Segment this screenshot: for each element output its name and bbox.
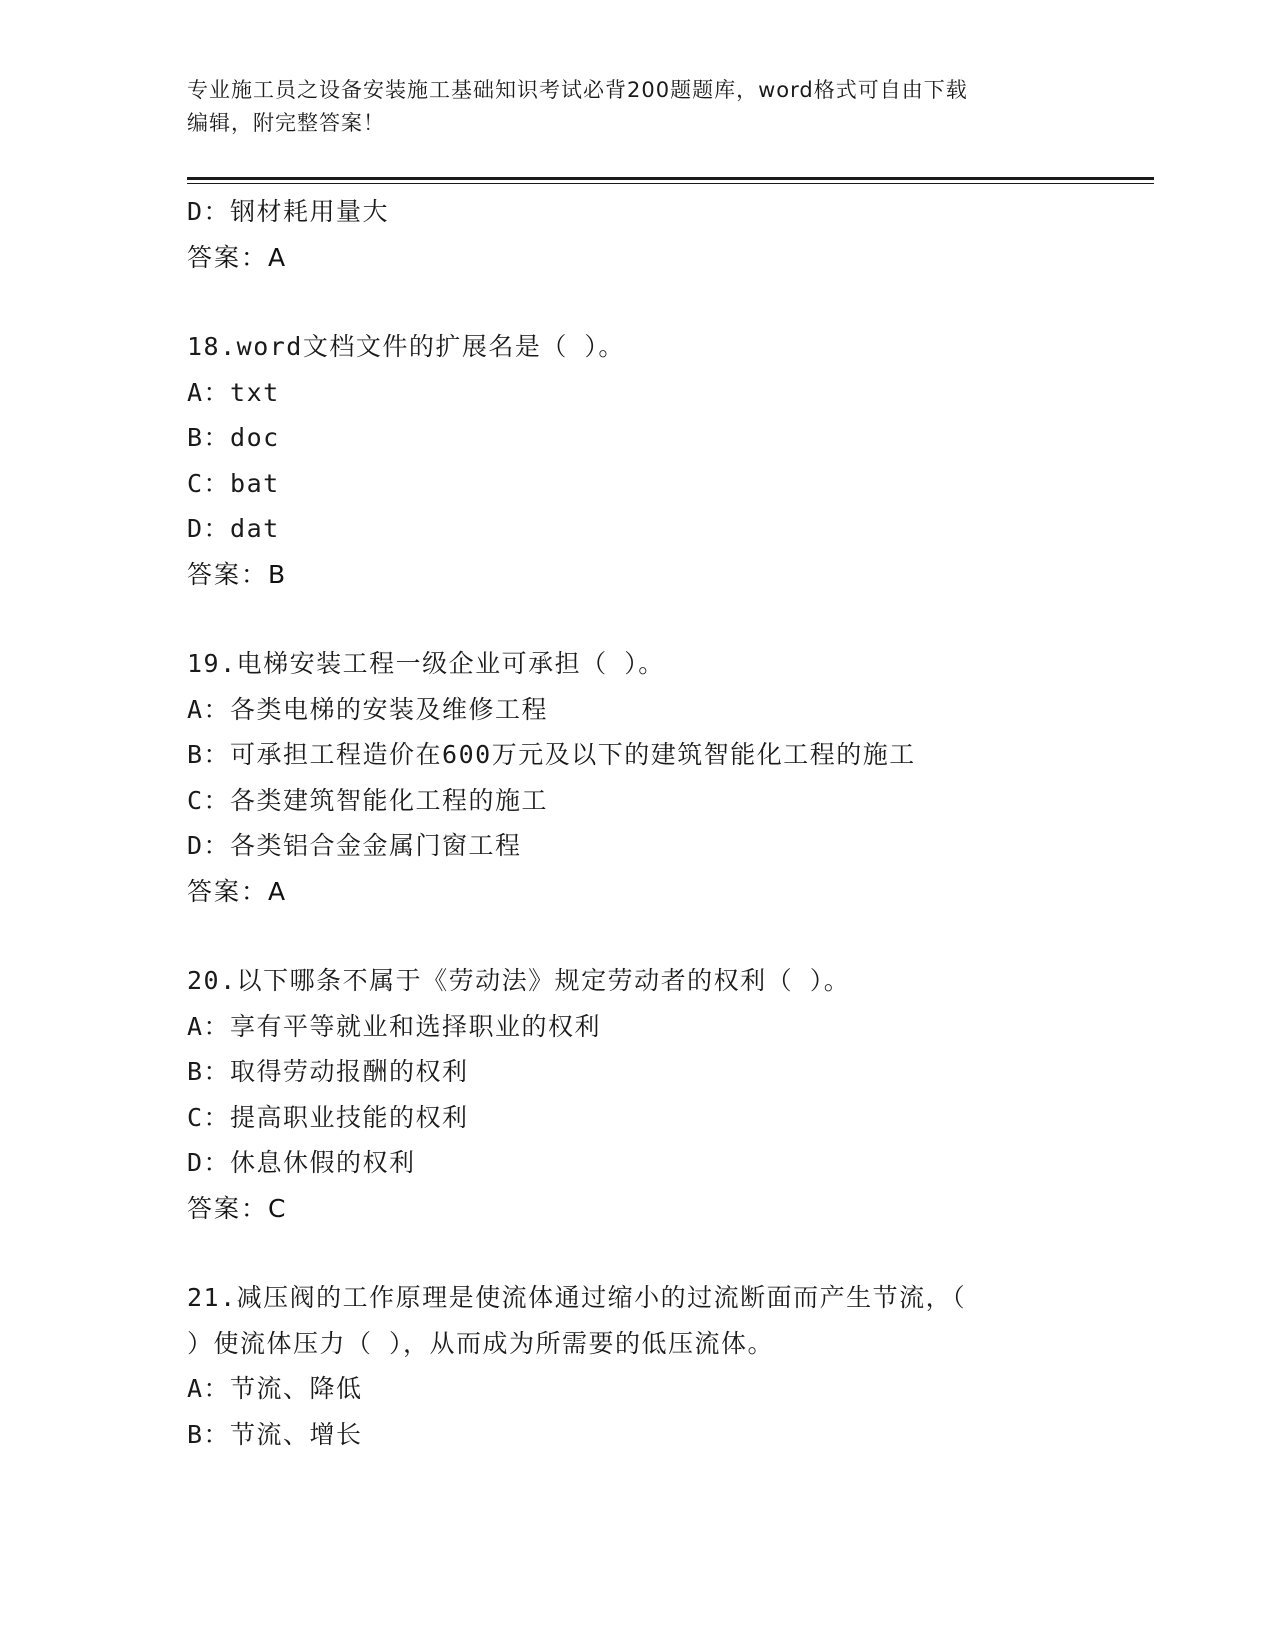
question-spacer <box>187 280 1154 324</box>
answer-line: 答案：A <box>187 876 288 906</box>
question-stem: 19.电梯安装工程一级企业可承担（ ）。 <box>187 649 665 678</box>
option-b: B：取得劳动报酬的权利 <box>187 1057 469 1086</box>
option-d: D：休息休假的权利 <box>187 1148 416 1177</box>
question-block-17 <box>187 189 1154 280</box>
option-d: D：各类铝合金金属门窗工程 <box>187 831 522 860</box>
header-title-line-2: 编辑，附完整答案！ <box>187 111 385 135</box>
question-stem-line-2: ）使流体压力（ ），从而成为所需要的低压流体。 <box>187 1328 775 1358</box>
question-stem: 20.以下哪条不属于《劳动法》规定劳动者的权利（ ）。 <box>187 966 851 995</box>
answer-line: 答案：C <box>187 1193 288 1223</box>
option-c: C：bat <box>187 468 280 498</box>
question-block-20 <box>187 958 1154 1231</box>
question-spacer <box>187 914 1154 958</box>
option-c: C：提高职业技能的权利 <box>187 1102 469 1132</box>
header-divider-thick <box>187 177 1154 180</box>
header-divider-thin <box>187 183 1154 184</box>
question-list <box>187 189 1154 1457</box>
option-b: B：节流、增长 <box>187 1419 363 1449</box>
option-b: B：doc <box>187 423 280 452</box>
question-spacer <box>187 1231 1154 1275</box>
question-block-18 <box>187 324 1154 597</box>
option-b: B：可承担工程造价在600万元及以下的建筑智能化工程的施工 <box>187 740 916 769</box>
page-header <box>187 74 1087 140</box>
option-a: A：各类电梯的安装及维修工程 <box>187 694 549 724</box>
option-a: A：享有平等就业和选择职业的权利 <box>187 1011 602 1041</box>
question-block-21 <box>187 1275 1154 1457</box>
question-spacer <box>187 597 1154 641</box>
option-d: D：钢材耗用量大 <box>187 197 390 226</box>
answer-line: 答案：A <box>187 242 288 272</box>
option-d: D：dat <box>187 514 280 543</box>
option-a: A：节流、降低 <box>187 1374 363 1403</box>
option-a: A：txt <box>187 377 280 407</box>
question-stem-line-1: 21.减压阀的工作原理是使流体通过缩小的过流断面而产生节流，（ <box>187 1283 967 1312</box>
answer-line: 答案：B <box>187 559 288 589</box>
question-stem: 18.word文档文件的扩展名是（ ）。 <box>187 332 625 361</box>
option-c: C：各类建筑智能化工程的施工 <box>187 785 549 815</box>
header-title-line-1: 专业施工员之设备安装施工基础知识考试必背200题题库，word格式可自由下载 <box>187 78 968 102</box>
question-block-19 <box>187 641 1154 914</box>
